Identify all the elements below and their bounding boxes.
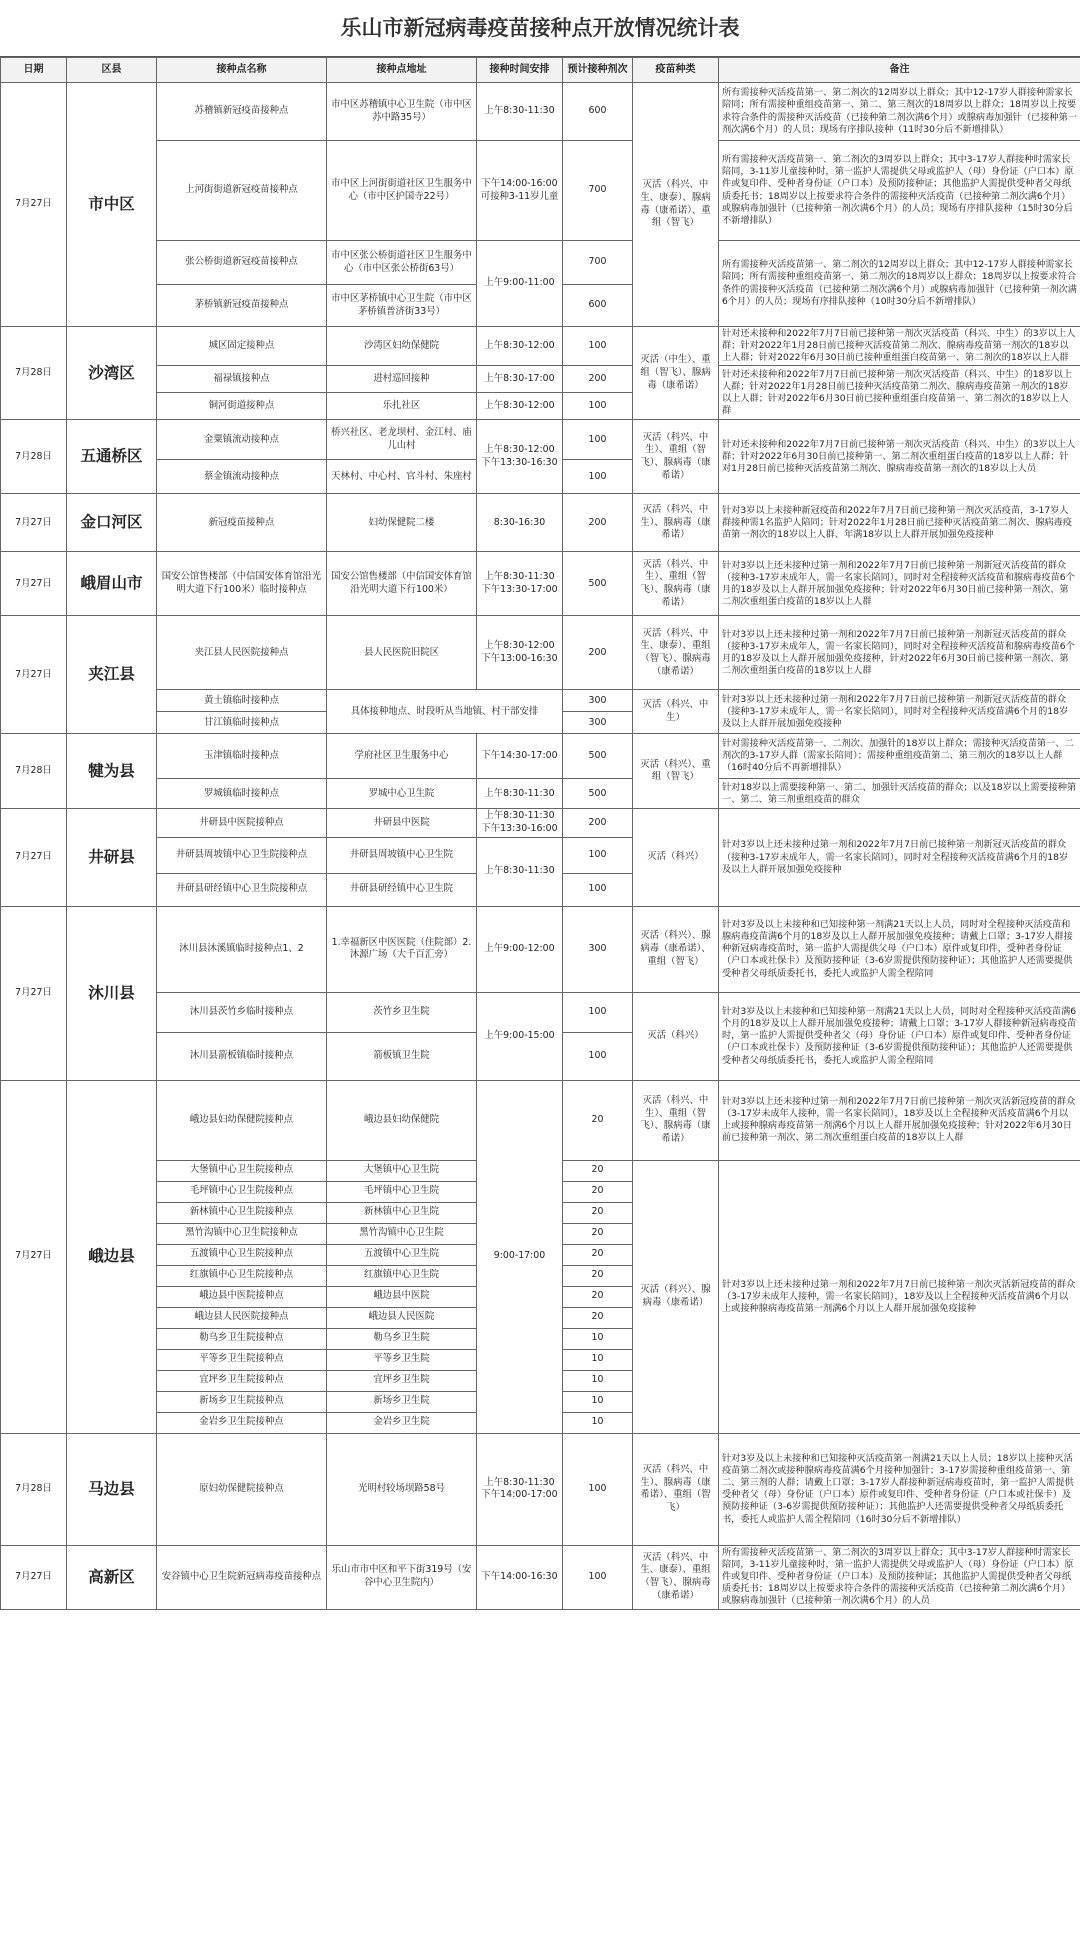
time-cell: 上午8:30-11:30 下午13:30-16:00 [477, 809, 563, 837]
time-cell: 上午8:30-12:00 [477, 393, 563, 420]
table-row [1, 141, 1080, 241]
notes-cell: 所有需接种灭活疫苗第一、第二剂次的3周岁以上群众；其中3-17岁人群接种时需家长陪同，3-11岁儿童接种时，第一监护人需提供父母或监护人（母）身份证（户口本）原件或复印件、受种者身份证（户口本）及预防接种证；其他监护人需提供受种者父母纸质委托书；18周岁以上按要求符合条件的需接种灭活疫苗（已接种第二剂次满6个月）或腺病毒加强针（已接种第一剂次满6个月）的人员；现场有序排队接种（15时30分后不新增排队） [719, 141, 1080, 241]
vaccine-type-cell: 灭活（科兴、中生、康泰）、重组（智飞）、腺病毒（康希诺） [633, 1545, 719, 1609]
table-row [1, 616, 1080, 690]
site-name-cell: 红旗镇中心卫生院接种点 [157, 1265, 327, 1286]
site-address-cell: 乐扎社区 [327, 393, 477, 420]
site-name-cell: 张公桥街道新冠疫苗接种点 [157, 241, 327, 285]
site-name-cell: 井研县周坡镇中心卫生院接种点 [157, 837, 327, 873]
site-address-cell: 桥兴社区、老龙坝村、金江村、庙儿山村 [327, 420, 477, 460]
site-name-cell: 峨边县妇幼保健院接种点 [157, 1080, 327, 1160]
notes-cell: 针对18岁以上需要接种第一、第二、加强针灭活疫苗的群众；以及18岁以上需要接种第一、第二、第三剂重组疫苗的群众 [719, 779, 1080, 809]
doses-cell: 100 [563, 873, 633, 906]
vaccine-type-cell: 灭活（科兴） [633, 809, 719, 906]
site-name-cell: 大堡镇中心卫生院接种点 [157, 1160, 327, 1181]
notes-cell: 针对3岁以上还未接种过第一剂和2022年7月7日前已接种第一剂次灭活新冠疫苗的群众（3-17岁未成年人接种，需一名家长陪同），18岁及以上全程接种灭活疫苗满6个月以上或接种腺病毒疫苗第一剂满6个月以上人群开展加强免疫接种；针对2022年6月30日前已接种第一剂次、第二剂次重组蛋白疫苗的18岁以上人群 [719, 1080, 1080, 1160]
county-cell: 沙湾区 [67, 327, 157, 420]
doses-cell: 20 [563, 1244, 633, 1265]
site-name-cell: 甘江镇临时接种点 [157, 712, 327, 734]
page-title: 乐山市新冠病毒疫苗接种点开放情况统计表 [0, 0, 1080, 57]
notes-cell: 针对3岁以上还未接种过第一剂和2022年7月7日前已接种第一剂新冠灭活疫苗的群众（接种3-17岁未成年人，需一名家长陪同），同时对全程接种灭活疫苗满6个月的18岁及以上人群开展加强免疫接种 [719, 809, 1080, 906]
site-address-cell: 光明村较场坝路58号 [327, 1433, 477, 1545]
site-address-cell: 毛坪镇中心卫生院 [327, 1181, 477, 1202]
vaccine-type-cell: 灭活（科兴、中生）、腺病毒（康希诺）、重组（智飞） [633, 1433, 719, 1545]
site-name-cell: 黑竹沟镇中心卫生院接种点 [157, 1223, 327, 1244]
doses-cell: 600 [563, 83, 633, 141]
site-address-cell: 沙湾区妇幼保健院 [327, 327, 477, 366]
header-county: 区县 [67, 58, 157, 83]
date-cell: 7月27日 [1, 1545, 67, 1609]
site-address-cell: 井研县研经镇中心卫生院 [327, 873, 477, 906]
doses-cell: 700 [563, 141, 633, 241]
doses-cell: 20 [563, 1286, 633, 1307]
date-cell: 7月27日 [1, 616, 67, 734]
vaccine-type-cell: 灭活（科兴、中生）、腺病毒（康希诺） [633, 494, 719, 552]
doses-cell: 100 [563, 327, 633, 366]
site-address-cell: 勒乌乡卫生院 [327, 1328, 477, 1349]
date-cell: 7月27日 [1, 906, 67, 1080]
site-address-cell: 平等乡卫生院 [327, 1349, 477, 1370]
table-row [1, 992, 1080, 1032]
time-cell: 下午14:30-17:00 [477, 734, 563, 779]
notes-cell: 所有需接种灭活疫苗第一、第二剂次的12周岁以上群众；其中12-17岁人群接种需家长陪同；所有需接种重组疫苗第一、第二剂次的18周岁以上群众；18周岁以上按要求符合条件的需接种灭活疫苗（已接种第二剂次满6个月）或腺病毒加强针（已接种第一剂次满6个月）的人员；现场有序排队接种（10时30分后不新增排队） [719, 241, 1080, 327]
county-cell: 犍为县 [67, 734, 157, 809]
site-address-cell: 市中区茅桥镇中心卫生院（市中区茅桥镇普济街33号） [327, 285, 477, 327]
site-address-cell: 市中区张公桥街道社区卫生服务中心（市中区张公桥街63号） [327, 241, 477, 285]
time-cell: 上午9:00-15:00 [477, 992, 563, 1080]
doses-cell: 10 [563, 1412, 633, 1433]
doses-cell: 700 [563, 241, 633, 285]
time-cell: 上午8:30-11:30 下午14:00-17:00 [477, 1433, 563, 1545]
county-cell: 市中区 [67, 83, 157, 327]
site-address-cell: 国安公馆售楼部（中信国安体育馆沿光明大道下行100米） [327, 552, 477, 616]
table-row [1, 241, 1080, 285]
site-name-cell: 沐川县茨竹乡临时接种点 [157, 992, 327, 1032]
table-row [1, 779, 1080, 809]
doses-cell: 20 [563, 1265, 633, 1286]
doses-cell: 600 [563, 285, 633, 327]
vaccine-type-cell: 灭活（科兴、中生）、重组（智飞）、腺病毒（康希诺） [633, 420, 719, 494]
date-cell: 7月28日 [1, 327, 67, 420]
site-name-cell: 上河街街道新冠疫苗接种点 [157, 141, 327, 241]
site-name-cell: 玉津镇临时接种点 [157, 734, 327, 779]
table-row [1, 906, 1080, 992]
time-cell: 上午9:00-11:00 [477, 241, 563, 327]
doses-cell: 10 [563, 1391, 633, 1412]
header-site-name: 接种点名称 [157, 58, 327, 83]
site-address-cell: 新林镇中心卫生院 [327, 1202, 477, 1223]
doses-cell: 100 [563, 837, 633, 873]
doses-cell: 100 [563, 1545, 633, 1609]
vaccine-type-cell: 灭活（中生）、重组（智飞）、腺病毒（康希诺） [633, 327, 719, 420]
notes-cell: 针对3岁以上还未接种过第一剂和2022年7月7日前已接种第一剂新冠灭活疫苗的群众（接种3-17岁未成年人，需一名家长陪同），同时对全程接种灭活疫苗满6个月的18岁及以上人群开展加强免疫接种 [719, 690, 1080, 734]
county-cell: 五通桥区 [67, 420, 157, 494]
site-name-cell: 新场乡卫生院接种点 [157, 1391, 327, 1412]
header-date: 日期 [1, 58, 67, 83]
county-cell: 夹江县 [67, 616, 157, 734]
site-name-cell: 铜河街道接种点 [157, 393, 327, 420]
date-cell: 7月27日 [1, 1080, 67, 1433]
notes-cell: 针对3岁及以上未接种和已知接种第一剂满21天以上人员，同时对全程接种灭活疫苗和腺病毒疫苗满6个月的18岁及以上人群开展加强免疫接种；请戴上口罩；3-17岁人群接种新冠病毒疫苗时，第一监护人需提供父母（户口本）原件或复印件，受种者身份证（户口本或社保卡）及预防接种证（3-6岁需提供预防接种证）；其他监护人还需要提供受种者父母纸质委托书，委托人或监护人需全程陪同 [719, 906, 1080, 992]
doses-cell: 10 [563, 1349, 633, 1370]
doses-cell: 20 [563, 1223, 633, 1244]
site-name-cell: 五渡镇中心卫生院接种点 [157, 1244, 327, 1265]
site-address-cell: 具体接种地点、时段听从当地镇、村干部安排 [327, 690, 563, 734]
site-address-cell: 峨边县中医院 [327, 1286, 477, 1307]
site-address-cell: 新场乡卫生院 [327, 1391, 477, 1412]
site-address-cell: 罗城中心卫生院 [327, 779, 477, 809]
county-cell: 峨边县 [67, 1080, 157, 1433]
header-site-address: 接种点地址 [327, 58, 477, 83]
doses-cell: 500 [563, 552, 633, 616]
site-name-cell: 宜坪乡卫生院接种点 [157, 1370, 327, 1391]
doses-cell: 100 [563, 1032, 633, 1080]
vaccine-type-cell: 灭活（科兴） [633, 992, 719, 1080]
doses-cell: 200 [563, 616, 633, 690]
vaccine-type-cell: 灭活（科兴）、腺病毒（康希诺） [633, 1160, 719, 1433]
header-notes: 备注 [719, 58, 1080, 83]
site-name-cell: 蔡金镇流动接种点 [157, 460, 327, 494]
notes-cell: 针对还未接种和2022年7月7日前已接种第一剂次灭活疫苗（科兴、中生）的3岁以上人群；针对2022年6月30日前已接种第一、第二剂次重组蛋白疫苗的18岁以上人群；针对1月28日前已接种灭活疫苗第二剂次、腺病毒疫苗第一剂次的18岁以上人员 [719, 420, 1080, 494]
site-name-cell: 新冠疫苗接种点 [157, 494, 327, 552]
header-doses: 预计接种剂次 [563, 58, 633, 83]
notes-cell: 针对3岁以上还未接种过第一剂和2022年7月7日前已接种第一剂次灭活新冠疫苗的群众（3-17岁未成年人接种，需一名家长陪同），18岁及以上全程接种灭活疫苗满6个月以上或接种腺病毒疫苗第一剂满6个月以上人群开展加强免疫接种 [719, 1160, 1080, 1433]
site-name-cell: 金粟镇流动接种点 [157, 420, 327, 460]
site-name-cell: 苏稽镇新冠疫苗接种点 [157, 83, 327, 141]
date-cell: 7月28日 [1, 420, 67, 494]
time-cell: 上午8:30-12:00 [477, 327, 563, 366]
notes-cell: 针对3岁及以上未接种和已知接种灭活疫苗第一剂满21天以上人员；18岁以上接种灭活疫苗第二剂次或接种腺病毒疫苗满6个月接种加强针；3-17岁需接种重组疫苗第一、第二、第三剂的人群；请戴上口罩；3-17岁人群接种新冠病毒疫苗时，第一监护人需提供受种者父（母）身份证（户口本）原件或复印件、受种者身份证（户口本或社保卡）及预防接种证（3-6岁需提供预防接种证）；其他监护人还需要提供受种者父母纸质委托书，委托人或监护人需全程陪同（16时30分后不新增排队） [719, 1433, 1080, 1545]
site-address-cell: 黑竹沟镇中心卫生院 [327, 1223, 477, 1244]
site-name-cell: 金岩乡卫生院接种点 [157, 1412, 327, 1433]
site-name-cell: 沐川县箭板镇临时接种点 [157, 1032, 327, 1080]
date-cell: 7月27日 [1, 809, 67, 906]
vaccine-type-cell: 灭活（科兴、中生）、重组（智飞）、腺病毒（康希诺） [633, 552, 719, 616]
doses-cell: 20 [563, 1080, 633, 1160]
doses-cell: 20 [563, 1181, 633, 1202]
vaccine-type-cell: 灭活（科兴、中生、康泰）、腺病毒（康希诺）、重组（智飞） [633, 83, 719, 327]
doses-cell: 200 [563, 809, 633, 837]
vaccine-type-cell: 灭活（科兴、中生）、重组（智飞）、腺病毒（康希诺） [633, 1080, 719, 1160]
time-cell: 上午8:30-11:30 [477, 83, 563, 141]
site-address-cell: 市中区上河街街道社区卫生服务中心（市中区护国寺22号） [327, 141, 477, 241]
doses-cell: 300 [563, 690, 633, 712]
doses-cell: 100 [563, 992, 633, 1032]
notes-cell: 针对3岁以上未接种新冠疫苗和2022年7月7日前已接种第一剂次灭活疫苗，3-17岁人群接种需1名监护人陪同；针对2022年1月28日前已接种灭活疫苗第二剂次、腺病毒疫苗第一剂次的18岁以上人群、年满18岁以上人群开展加强免疫接种 [719, 494, 1080, 552]
time-cell: 9:00-17:00 [477, 1080, 563, 1433]
table-row [1, 420, 1080, 460]
time-cell: 上午8:30-11:30 [477, 779, 563, 809]
time-cell: 上午8:30-11:30 下午13:30-17:00 [477, 552, 563, 616]
county-cell: 井研县 [67, 809, 157, 906]
date-cell: 7月27日 [1, 494, 67, 552]
time-cell: 下午14:00-16:30 [477, 1545, 563, 1609]
table-row [1, 809, 1080, 837]
time-cell: 上午8:30-12:00 下午13:30-16:30 [477, 420, 563, 494]
county-cell: 金口河区 [67, 494, 157, 552]
doses-cell: 500 [563, 734, 633, 779]
time-cell: 下午14:00-16:00 可接种3-11岁儿童 [477, 141, 563, 241]
county-cell: 高新区 [67, 1545, 157, 1609]
site-address-cell: 红旗镇中心卫生院 [327, 1265, 477, 1286]
site-address-cell: 县人民医院旧院区 [327, 616, 477, 690]
site-address-cell: 宜坪乡卫生院 [327, 1370, 477, 1391]
table-row [1, 552, 1080, 616]
site-name-cell: 茅桥镇新冠疫苗接种点 [157, 285, 327, 327]
site-address-cell: 乐山市市中区和平下街319号（安谷中心卫生院内） [327, 1545, 477, 1609]
site-name-cell: 勒乌乡卫生院接种点 [157, 1328, 327, 1349]
vaccine-type-cell: 灭活（科兴）、重组（智飞） [633, 734, 719, 809]
site-name-cell: 罗城镇临时接种点 [157, 779, 327, 809]
site-name-cell: 城区固定接种点 [157, 327, 327, 366]
doses-cell: 20 [563, 1307, 633, 1328]
notes-cell: 针对还未接种和2022年7月7日前已接种第一剂次灭活疫苗（科兴、中生）的18岁以上人群；针对2022年1月28日前已接种灭活疫苗第二剂次、腺病毒疫苗第一剂次的18岁以上人群；针对2022年6月30日前已接种重组蛋白疫苗第一、第二剂次的18岁以上人群 [719, 366, 1080, 420]
doses-cell: 10 [563, 1370, 633, 1391]
doses-cell: 100 [563, 420, 633, 460]
doses-cell: 20 [563, 1202, 633, 1223]
site-name-cell: 原妇幼保健院接种点 [157, 1433, 327, 1545]
site-name-cell: 福禄镇接种点 [157, 366, 327, 393]
doses-cell: 200 [563, 366, 633, 393]
time-cell: 8:30-16:30 [477, 494, 563, 552]
notes-cell: 所有需接种灭活疫苗第一、第二剂次的12周岁以上群众；其中12-17岁人群接种需家长陪同；所有需接种重组疫苗第一、第二、第三剂次的18周岁以上群众；18周岁以上按要求符合条件的需接种灭活疫苗（已接种第二剂次满6个月）或腺病毒加强针（已接种第一剂次满6个月）的人员；现场有序排队接种（11时30分后不新增排队） [719, 83, 1080, 141]
table-row [1, 734, 1080, 779]
table-row [1, 1545, 1080, 1609]
date-cell: 7月28日 [1, 734, 67, 809]
vaccine-type-cell: 灭活（科兴）、腺病毒（康希诺）、重组（智飞） [633, 906, 719, 992]
date-cell: 7月28日 [1, 1433, 67, 1545]
doses-cell: 10 [563, 1328, 633, 1349]
site-address-cell: 井研县周坡镇中心卫生院 [327, 837, 477, 873]
site-name-cell: 国安公馆售楼部（中信国安体育馆沿光明大道下行100米）临时接种点 [157, 552, 327, 616]
site-address-cell: 学府社区卫生服务中心 [327, 734, 477, 779]
site-name-cell: 黄土镇临时接种点 [157, 690, 327, 712]
site-name-cell: 峨边县人民医院接种点 [157, 1307, 327, 1328]
doses-cell: 300 [563, 906, 633, 992]
county-cell: 沐川县 [67, 906, 157, 1080]
site-address-cell: 妇幼保健院二楼 [327, 494, 477, 552]
site-name-cell: 夹江县人民医院接种点 [157, 616, 327, 690]
notes-cell: 针对3岁以上还未接种过第一剂和2022年7月7日前已接种第一剂新冠灭活疫苗的群众（接种3-17岁未成年人，需一名家长陪同），同时对全程接种灭活疫苗和腺病毒疫苗6个月的18岁及以上人群开展加强免疫接种，针对2022年6月30日前已接种第一剂次、第二剂次重组蛋白疫苗的18岁以上人群 [719, 616, 1080, 690]
county-cell: 马边县 [67, 1433, 157, 1545]
site-name-cell: 井研县中医院接种点 [157, 809, 327, 837]
site-name-cell: 沐川县沐溪镇临时接种点1、2 [157, 906, 327, 992]
county-cell: 峨眉山市 [67, 552, 157, 616]
site-name-cell: 峨边县中医院接种点 [157, 1286, 327, 1307]
doses-cell: 500 [563, 779, 633, 809]
time-cell: 上午8:30-12:00 下午13:00-16:30 [477, 616, 563, 690]
header-time: 接种时间安排 [477, 58, 563, 83]
table-row [1, 690, 1080, 712]
doses-cell: 200 [563, 494, 633, 552]
site-address-cell: 金岩乡卫生院 [327, 1412, 477, 1433]
doses-cell: 300 [563, 712, 633, 734]
table-row [1, 83, 1080, 141]
table-row [1, 1433, 1080, 1545]
doses-cell: 100 [563, 1433, 633, 1545]
date-cell: 7月27日 [1, 83, 67, 327]
site-address-cell: 茨竹乡卫生院 [327, 992, 477, 1032]
date-cell: 7月27日 [1, 552, 67, 616]
site-address-cell: 天林村、中心村、官斗村、朱座村 [327, 460, 477, 494]
site-address-cell: 市中区苏稽镇中心卫生院（市中区苏中路35号） [327, 83, 477, 141]
table-row [1, 1080, 1080, 1160]
site-name-cell: 井研县研经镇中心卫生院接种点 [157, 873, 327, 906]
vaccine-type-cell: 灭活（科兴、中生、康泰）、重组（智飞）、腺病毒（康希诺） [633, 616, 719, 690]
vaccination-sites-table [0, 57, 1080, 1610]
site-address-cell: 井研县中医院 [327, 809, 477, 837]
notes-cell: 针对需接种灭活疫苗第一、二剂次、加强针的18岁以上群众；需接种灭活疫苗第一、二剂次的3-17岁人群（需家长陪同）；需接种重组疫苗第二、第三剂次的18岁以上人群（16时40分后不再新增排队） [719, 734, 1080, 779]
table-row [1, 327, 1080, 366]
site-address-cell: 五渡镇中心卫生院 [327, 1244, 477, 1265]
doses-cell: 20 [563, 1160, 633, 1181]
site-name-cell: 安谷镇中心卫生院新冠病毒疫苗接种点 [157, 1545, 327, 1609]
table-header-row [1, 58, 1080, 83]
vaccine-type-cell: 灭活（科兴、中生） [633, 690, 719, 734]
time-cell: 上午8:30-11:30 [477, 837, 563, 906]
site-name-cell: 新林镇中心卫生院接种点 [157, 1202, 327, 1223]
site-address-cell: 箭板镇卫生院 [327, 1032, 477, 1080]
header-vaccine-type: 疫苗种类 [633, 58, 719, 83]
time-cell: 上午9:00-12:00 [477, 906, 563, 992]
site-address-cell: 大堡镇中心卫生院 [327, 1160, 477, 1181]
table-body [1, 83, 1080, 1610]
site-address-cell: 进村巡回接种 [327, 366, 477, 393]
site-address-cell: 1.幸福新区中医医院（住院部）2.沐源广场（大千百汇旁） [327, 906, 477, 992]
table-row [1, 494, 1080, 552]
site-address-cell: 峨边县人民医院 [327, 1307, 477, 1328]
site-name-cell: 毛坪镇中心卫生院接种点 [157, 1181, 327, 1202]
time-cell: 上午8:30-17:00 [477, 366, 563, 393]
site-name-cell: 平等乡卫生院接种点 [157, 1349, 327, 1370]
doses-cell: 100 [563, 460, 633, 494]
notes-cell: 针对3岁以上还未接种过第一剂和2022年7月7日前已接种第一剂新冠灭活疫苗的群众（接种3-17岁未成年人，需一名家长陪同），同时对全程接种灭活疫苗和腺病毒疫苗6个月的18岁及以上人群开展加强免疫接种；针对2022年6月30日前已接种第一剂次、第二剂次重组蛋白疫苗的18岁以上人群 [719, 552, 1080, 616]
doses-cell: 100 [563, 393, 633, 420]
notes-cell: 所有需接种灭活疫苗第一、第二剂次的3周岁以上群众；其中3-17岁人群接种时需家长陪同，3-11岁儿童接种时，第一监护人需提供父母或监护人（母）身份证（户口本）原件或复印件、受种者身份证（户口本）及预防接种证；其他监护人需提供受种者父母纸质委托书；18周岁以上按要求符合条件的需接种灭活疫苗（已接种第二剂次满6个月）或腺病毒加强针（已接种第一剂次满6个月）的人员 [719, 1545, 1080, 1609]
notes-cell: 针对3岁及以上未接种和已知接种第一剂满21天以上人员，同时对全程接种灭活疫苗满6个月的18岁及以上人群开展加强免疫接种；请戴上口罩；3-17岁人群接种新冠病毒疫苗时，第一监护人需提供受种者父（母）身份证（户口本）原件或复印件、受种者身份证（户口本或社保卡）及预防接种证（3-6岁需提供预防接种证）；其他监护人还需要提供受种者父母纸质委托书，委托人或监护人需全程陪同 [719, 992, 1080, 1080]
notes-cell: 针对还未接种和2022年7月7日前已接种第一剂次灭活疫苗（科兴、中生）的3岁以上人群；针对2022年1月28日前已接种灭活疫苗第二剂次、腺病毒疫苗第一剂次的18岁以上人群；针对2022年6月30日前已接种重组蛋白疫苗第一、第二剂次的18岁以上人群 [719, 327, 1080, 366]
site-address-cell: 峨边县妇幼保健院 [327, 1080, 477, 1160]
table-row [1, 366, 1080, 393]
